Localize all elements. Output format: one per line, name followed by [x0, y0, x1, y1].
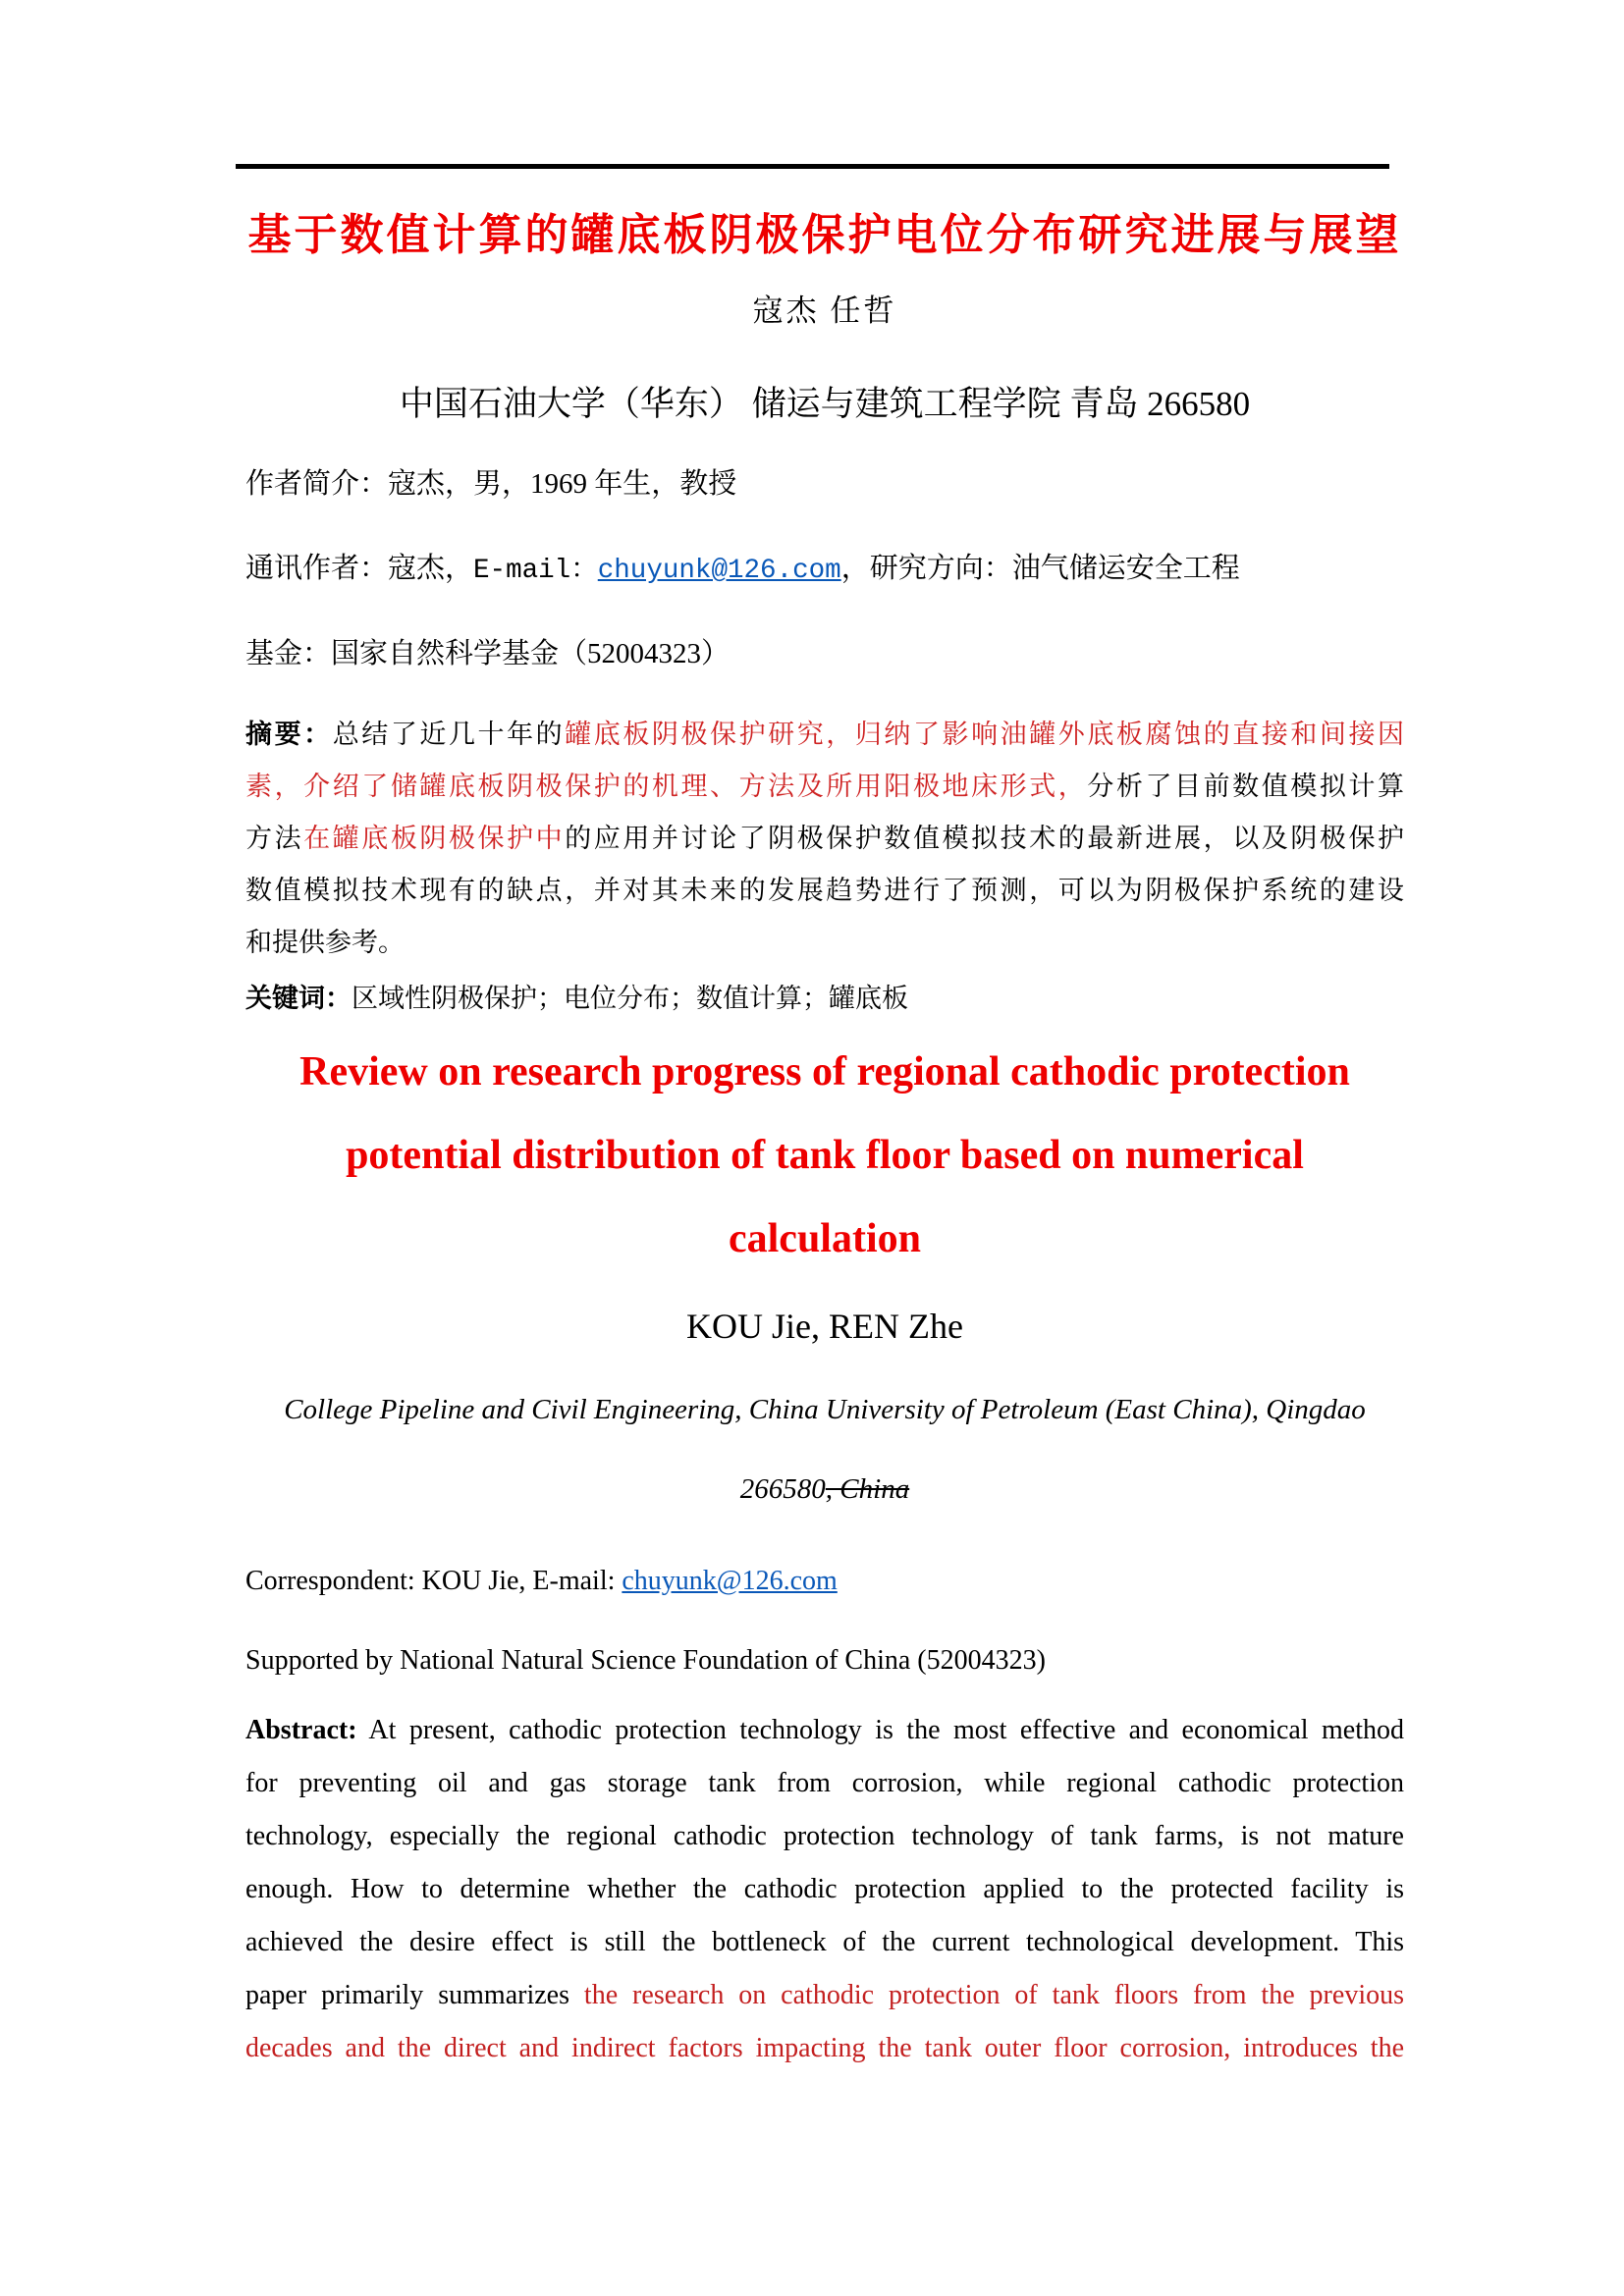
en-abstract-line	[245, 1969, 1404, 2022]
cn-email-label: E-mail：	[473, 556, 598, 586]
cn-abstract-line	[245, 761, 1404, 813]
en-correspondent-line	[245, 1566, 1404, 1597]
en-title-line: potential distribution of tank floor based on numerical	[346, 1133, 1304, 1178]
cn-affiliation: 中国石油大学（华东） 储运与建筑工程学院 青岛 266580	[399, 385, 1251, 423]
en-abstract-line	[245, 1863, 1404, 1916]
cn-abstract-text: 的应用并讨论了阴极保护数值模拟技术的最新进展，以及阴极保护	[565, 824, 1405, 853]
cn-authors: 寇杰 任哲	[752, 294, 897, 328]
header-rule	[236, 164, 1389, 169]
cn-abstract-text: 数值模拟技术现有的缺点，并对其未来的发展趋势进行了预测，可以为阴极保护系统的建设	[245, 876, 1404, 905]
en-authors: KOU Jie, REN Zhe	[686, 1307, 963, 1346]
en-abstract-text: paper primarily summarizes	[245, 1980, 584, 2010]
cn-correspondent-prefix: 通讯作者：寇杰，	[245, 553, 474, 584]
en-supported: Supported by National Natural Science Foundation of China (52004323)	[245, 1645, 1046, 1676]
cn-keywords-text: 区域性阴极保护；电位分布；数值计算；罐底板	[352, 984, 908, 1013]
en-postcode: 266580	[739, 1473, 826, 1505]
cn-correspondent-suffix: ，研究方向：油气储运安全工程	[840, 553, 1240, 584]
cn-abstract-text: 分析了目前数值模拟计算	[1087, 772, 1404, 801]
cn-abstract-line	[245, 917, 1404, 969]
en-abstract-text: At present, cathodic protection technology is the most effective and economical method	[356, 1715, 1404, 1745]
en-correspondent-prefix: Correspondent: KOU Jie, E-mail:	[245, 1566, 623, 1596]
en-email-link[interactable]: chuyunk@126.com	[622, 1566, 838, 1596]
en-title-line: calculation	[729, 1216, 921, 1261]
cn-correspondent-line	[245, 546, 1404, 586]
en-abstract-text: technology, especially the regional cathodic protection technology of tank farms, is not mature	[245, 1821, 1404, 1851]
en-abstract-line	[245, 1916, 1404, 1969]
en-abstract-line	[245, 2022, 1404, 2075]
cn-abstract-line	[245, 813, 1404, 865]
cn-author-bio: 作者简介：寇杰，男，1969 年生，教授	[245, 468, 737, 500]
cn-abstract-text: 和提供参考。	[245, 928, 405, 957]
en-abstract-line	[245, 1704, 1404, 1757]
en-title	[245, 1031, 1404, 1281]
en-abstract-text-red: decades and the direct and indirect factors impacting the tank outer floor corrosion, introduces the	[245, 2033, 1404, 2063]
en-affiliation: College Pipeline and Civil Engineering, China University of Petroleum (East China), Qingdao	[284, 1394, 1366, 1425]
cn-abstract-text-red: 罐底板阴极保护研究，归纳了影响油罐外底板腐蚀的直接和间接因	[565, 720, 1405, 749]
cn-keywords	[245, 977, 1404, 1015]
cn-funding: 基金：国家自然科学基金（52004323）	[245, 638, 731, 669]
en-abstract-line	[245, 1757, 1404, 1810]
en-abstract	[245, 1704, 1404, 2075]
en-affiliation-city	[245, 1473, 1404, 1506]
cn-abstract-line	[245, 865, 1404, 917]
strikethrough-text: , China	[825, 1473, 910, 1505]
cn-abstract-text-red: 在罐底板阴极保护中	[303, 824, 566, 853]
en-abstract-label: Abstract:	[245, 1715, 357, 1745]
cn-abstract-label: 摘要：	[245, 720, 333, 749]
en-title-line: Review on research progress of regional cathodic protection	[299, 1049, 1350, 1095]
cn-abstract	[245, 709, 1404, 969]
cn-title: 基于数值计算的罐底板阴极保护电位分布研究进展与展望	[247, 211, 1402, 259]
cn-keywords-label: 关键词：	[245, 984, 352, 1013]
cn-abstract-text: 总结了近几十年的	[332, 720, 566, 749]
cn-abstract-text: 方法	[245, 824, 304, 853]
cn-abstract-line	[245, 709, 1404, 761]
cn-email-link[interactable]: chuyunk@126.com	[597, 556, 841, 586]
cn-abstract-text-red: 素，介绍了储罐底板阴极保护的机理、方法及所用阳极地床形式，	[245, 772, 1088, 801]
en-abstract-text: achieved the desire effect is still the bottleneck of the current technological development. This	[245, 1927, 1404, 1957]
en-abstract-text-red: the research on cathodic protection of tank floors from the previous	[583, 1980, 1404, 2010]
en-abstract-line	[245, 1810, 1404, 1863]
en-abstract-text: enough. How to determine whether the cathodic protection applied to the protected facility is	[245, 1874, 1404, 1904]
en-abstract-text: for preventing oil and gas storage tank from corrosion, while regional cathodic protection	[245, 1768, 1404, 1798]
